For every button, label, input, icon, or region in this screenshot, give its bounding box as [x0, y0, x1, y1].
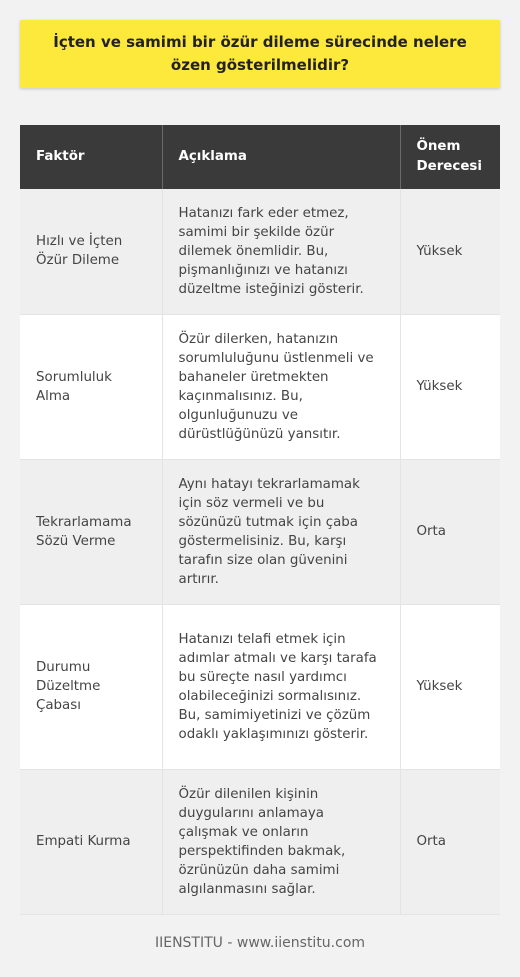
table-row [20, 314, 500, 459]
importance-cell: Yüksek [400, 604, 500, 769]
factor-cell: Empati Kurma [20, 769, 162, 914]
importance-cell: Yüksek [400, 314, 500, 459]
factor-cell: Sorumluluk Alma [20, 314, 162, 459]
column-header-importance: Önem Derecesi [400, 125, 500, 189]
description-cell: Hatanızı telafi etmek için adımlar atmalı ve karşı tarafa bu süreçte nasıl yardımcı olabileceğinizi sormalısınız. Bu, samimiyetinizi ve çözüm odaklı yaklaşımınızı gösterir. [162, 604, 400, 769]
description-cell: Özür dilerken, hatanızın sorumluluğunu üstlenmeli ve bahaneler üretmekten kaçınmalısınız. Bu, olgunluğunuzu ve dürüstlüğünüzü yansıtır. [162, 314, 400, 459]
importance-cell: Orta [400, 459, 500, 604]
description-cell: Hatanızı fark eder etmez, samimi bir şekilde özür dilemek önemlidir. Bu, pişmanlığınızı ve hatanızı düzeltme isteğinizi gösterir. [162, 189, 400, 314]
page-title: İçten ve samimi bir özür dileme sürecinde nelere özen gösterilmelidir? [20, 20, 500, 88]
importance-cell: Yüksek [400, 189, 500, 314]
table-row [20, 189, 500, 314]
importance-cell: Orta [400, 769, 500, 914]
factor-cell: Tekrarlamama Sözü Verme [20, 459, 162, 604]
table-row [20, 604, 500, 769]
table-row [20, 459, 500, 604]
column-header-description: Açıklama [162, 125, 400, 189]
footer-credit: IIENSTITU - www.iienstitu.com [154, 935, 366, 951]
column-header-factor: Faktör [20, 125, 162, 189]
factor-cell: Hızlı ve İçten Özür Dileme [20, 189, 162, 314]
table-header-row [20, 125, 500, 189]
description-cell: Aynı hatayı tekrarlamamak için söz vermeli ve bu sözünüzü tutmak için çaba göstermelisiniz. Bu, karşı tarafın size olan güvenini artırır. [162, 459, 400, 604]
factor-cell: Durumu Düzeltme Çabası [20, 604, 162, 769]
factors-table [20, 125, 500, 915]
description-cell: Özür dilenilen kişinin duygularını anlamaya çalışmak ve onların perspektifinden bakmak, özrünüzün daha samimi algılanmasını sağlar. [162, 769, 400, 914]
table-row [20, 769, 500, 914]
